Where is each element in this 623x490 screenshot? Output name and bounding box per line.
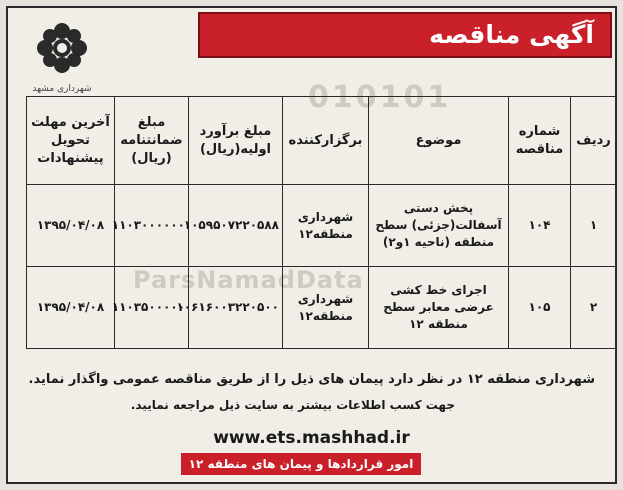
table-row (27, 185, 617, 267)
col-header-subject: موضوع (369, 97, 509, 185)
cell-row-number: ۲ (571, 267, 617, 349)
website-link[interactable]: www.ets.mashhad.ir (213, 428, 410, 448)
cell-estimated-amount: ۱۰۵۹۵۰۷۲۲۰۵۸۸ (189, 185, 283, 267)
cell-tender-number: ۱۰۴ (509, 185, 571, 267)
col-header-guarantee-amount: مبلغ ضمانتنامه (ریال) (115, 97, 189, 185)
cell-subject: پخش دستی آسفالت(جزئی) سطح منطقه (ناحیه ۱و۲) (369, 185, 509, 267)
notice-line-1: شهرداری منطقه ۱۲ در نظر دارد پیمان های ذیل را از طریق مناقصه عمومی واگذار نماید. (28, 372, 595, 387)
cell-estimated-amount: ۱۰۶۱۶۰۰۳۲۲۰۵۰۰ (189, 267, 283, 349)
col-header-deadline: آخرین مهلت تحویل پیشنهادات (27, 97, 115, 185)
cell-guarantee-amount: ۱۱۰۳۰۰۰۰۰۰ (115, 185, 189, 267)
table-header-row (27, 97, 617, 185)
title-banner (198, 12, 612, 58)
cell-organizer: شهرداری منطقه۱۲ (283, 267, 369, 349)
cell-organizer: شهرداری منطقه۱۲ (283, 185, 369, 267)
footer-text: امور قراردادها و پیمان های منطقه ۱۲ (188, 457, 414, 471)
cell-tender-number: ۱۰۵ (509, 267, 571, 349)
tender-table (26, 96, 617, 349)
col-header-estimated-amount: مبلغ برآورد اولیه(ریال) (189, 97, 283, 185)
cell-row-number: ۱ (571, 185, 617, 267)
cell-subject: اجرای خط کشی عرضی معابر سطح منطقه ۱۲ (369, 267, 509, 349)
page-title: آگهی مناقصه (429, 20, 594, 49)
col-header-row-number: ردیف (571, 97, 617, 185)
col-header-organizer: برگزارکننده (283, 97, 369, 185)
notice-page (6, 6, 617, 484)
table-row (27, 267, 617, 349)
cell-deadline: ۱۳۹۵/۰۴/۰۸ (27, 267, 115, 349)
footer-banner (181, 453, 421, 475)
logo-caption: شهرداری مشهد (32, 84, 92, 94)
cell-deadline: ۱۳۹۵/۰۴/۰۸ (27, 185, 115, 267)
watermark-binary: 010101 (308, 80, 452, 115)
watermark-brand: ParsNamadData (133, 266, 364, 294)
notice-line-2: جهت کسب اطلاعات بیشتر به سایت ذیل مراجعه نمایید. (130, 398, 455, 412)
municipality-logo-icon (20, 18, 104, 90)
col-header-tender-number: شماره مناقصه (509, 97, 571, 185)
cell-guarantee-amount: ۱۱۰۳۵۰۰۰۰۰ (115, 267, 189, 349)
